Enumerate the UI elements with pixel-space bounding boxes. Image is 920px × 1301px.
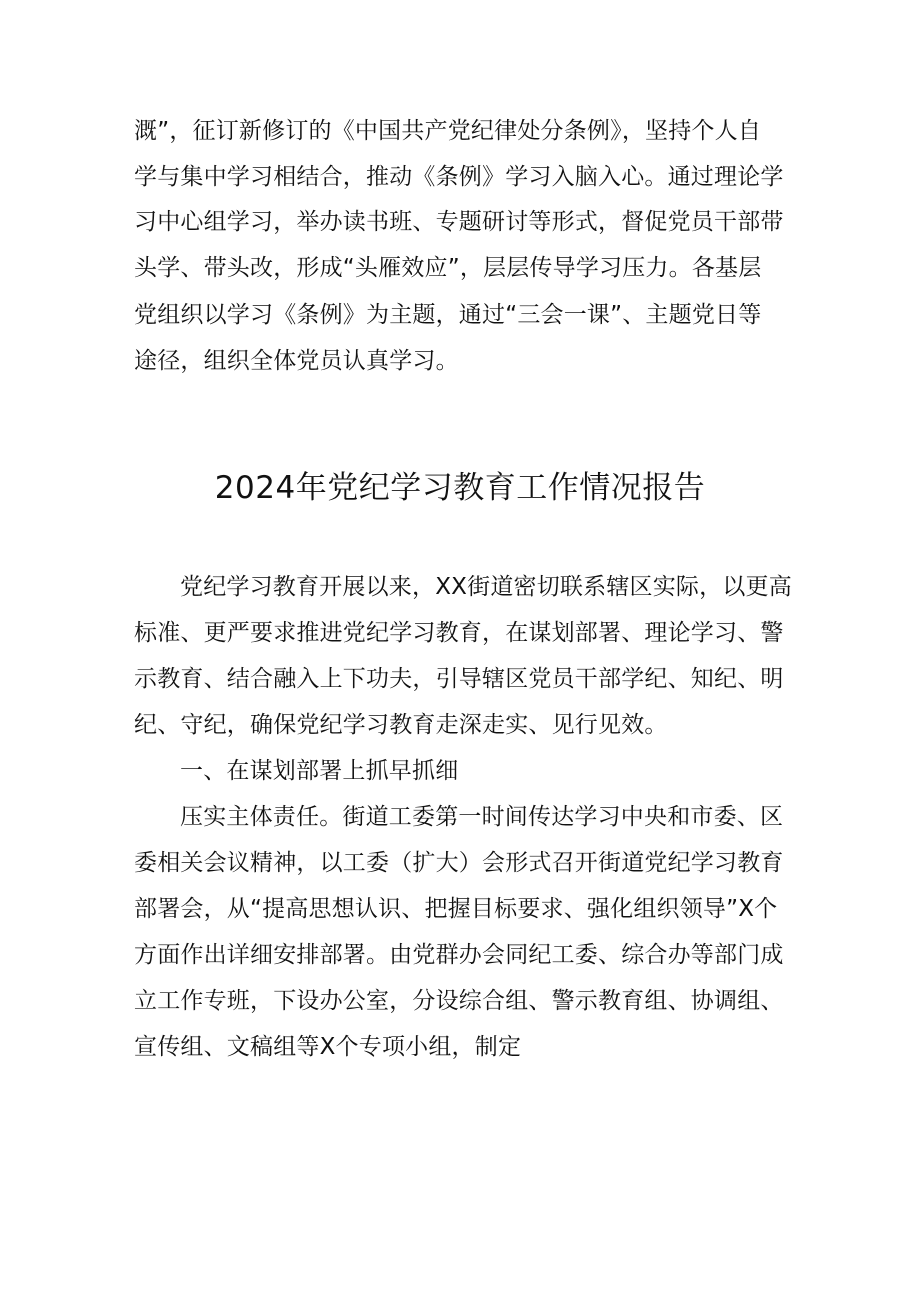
paragraph-line: 党组织以学习《条例》为主题，通过“三会一课”、主题党日等 xyxy=(134,302,762,328)
paragraph-line: 标准、更严要求推进党纪学习教育，在谋划部署、理论学习、警 xyxy=(134,620,784,646)
paragraph-line: 途径，组织全体党员认真学习。 xyxy=(134,348,459,374)
paragraph-line: 立工作专班，下设办公室，分设综合组、警示教育组、协调组、 xyxy=(134,988,784,1014)
report-title: 2024年党纪学习教育工作情况报告 xyxy=(214,470,706,506)
paragraph-line: 头学、带头改，形成“头雁效应”，层层传导学习压力。各基层 xyxy=(134,255,762,281)
paragraph-line: 习中心组学习，举办读书班、专题研讨等形式，督促党员干部带 xyxy=(134,209,784,235)
paragraph-line: 宣传组、文稿组等X个专项小组，制定 xyxy=(134,1034,522,1060)
paragraph-line: 溉”，征订新修订的《中国共产党纪律处分条例》，坚持个人自 xyxy=(134,118,762,144)
section-heading: 一、在谋划部署上抓早抓细 xyxy=(180,758,459,784)
paragraph-line: 部署会，从“提高思想认识、把握目标要求、强化组织领导”X个 xyxy=(134,896,778,922)
paragraph-line: 纪、守纪，确保党纪学习教育走深走实、见行见效。 xyxy=(134,712,668,738)
paragraph-line: 压实主体责任。街道工委第一时间传达学习中央和市委、区 xyxy=(180,804,784,830)
paragraph-line: 学与集中学习相结合，推动《条例》学习入脑入心。通过理论学 xyxy=(134,164,784,190)
paragraph-line: 方面作出详细安排部署。由党群办会同纪工委、综合办等部门成 xyxy=(134,942,784,968)
paragraph-line: 委相关会议精神，以工委（扩大）会形式召开街道党纪学习教育 xyxy=(134,850,784,876)
paragraph-line: 示教育、结合融入上下功夫，引导辖区党员干部学纪、知纪、明 xyxy=(134,666,784,692)
paragraph-line: 党纪学习教育开展以来，XX街道密切联系辖区实际，以更高 xyxy=(180,574,792,600)
